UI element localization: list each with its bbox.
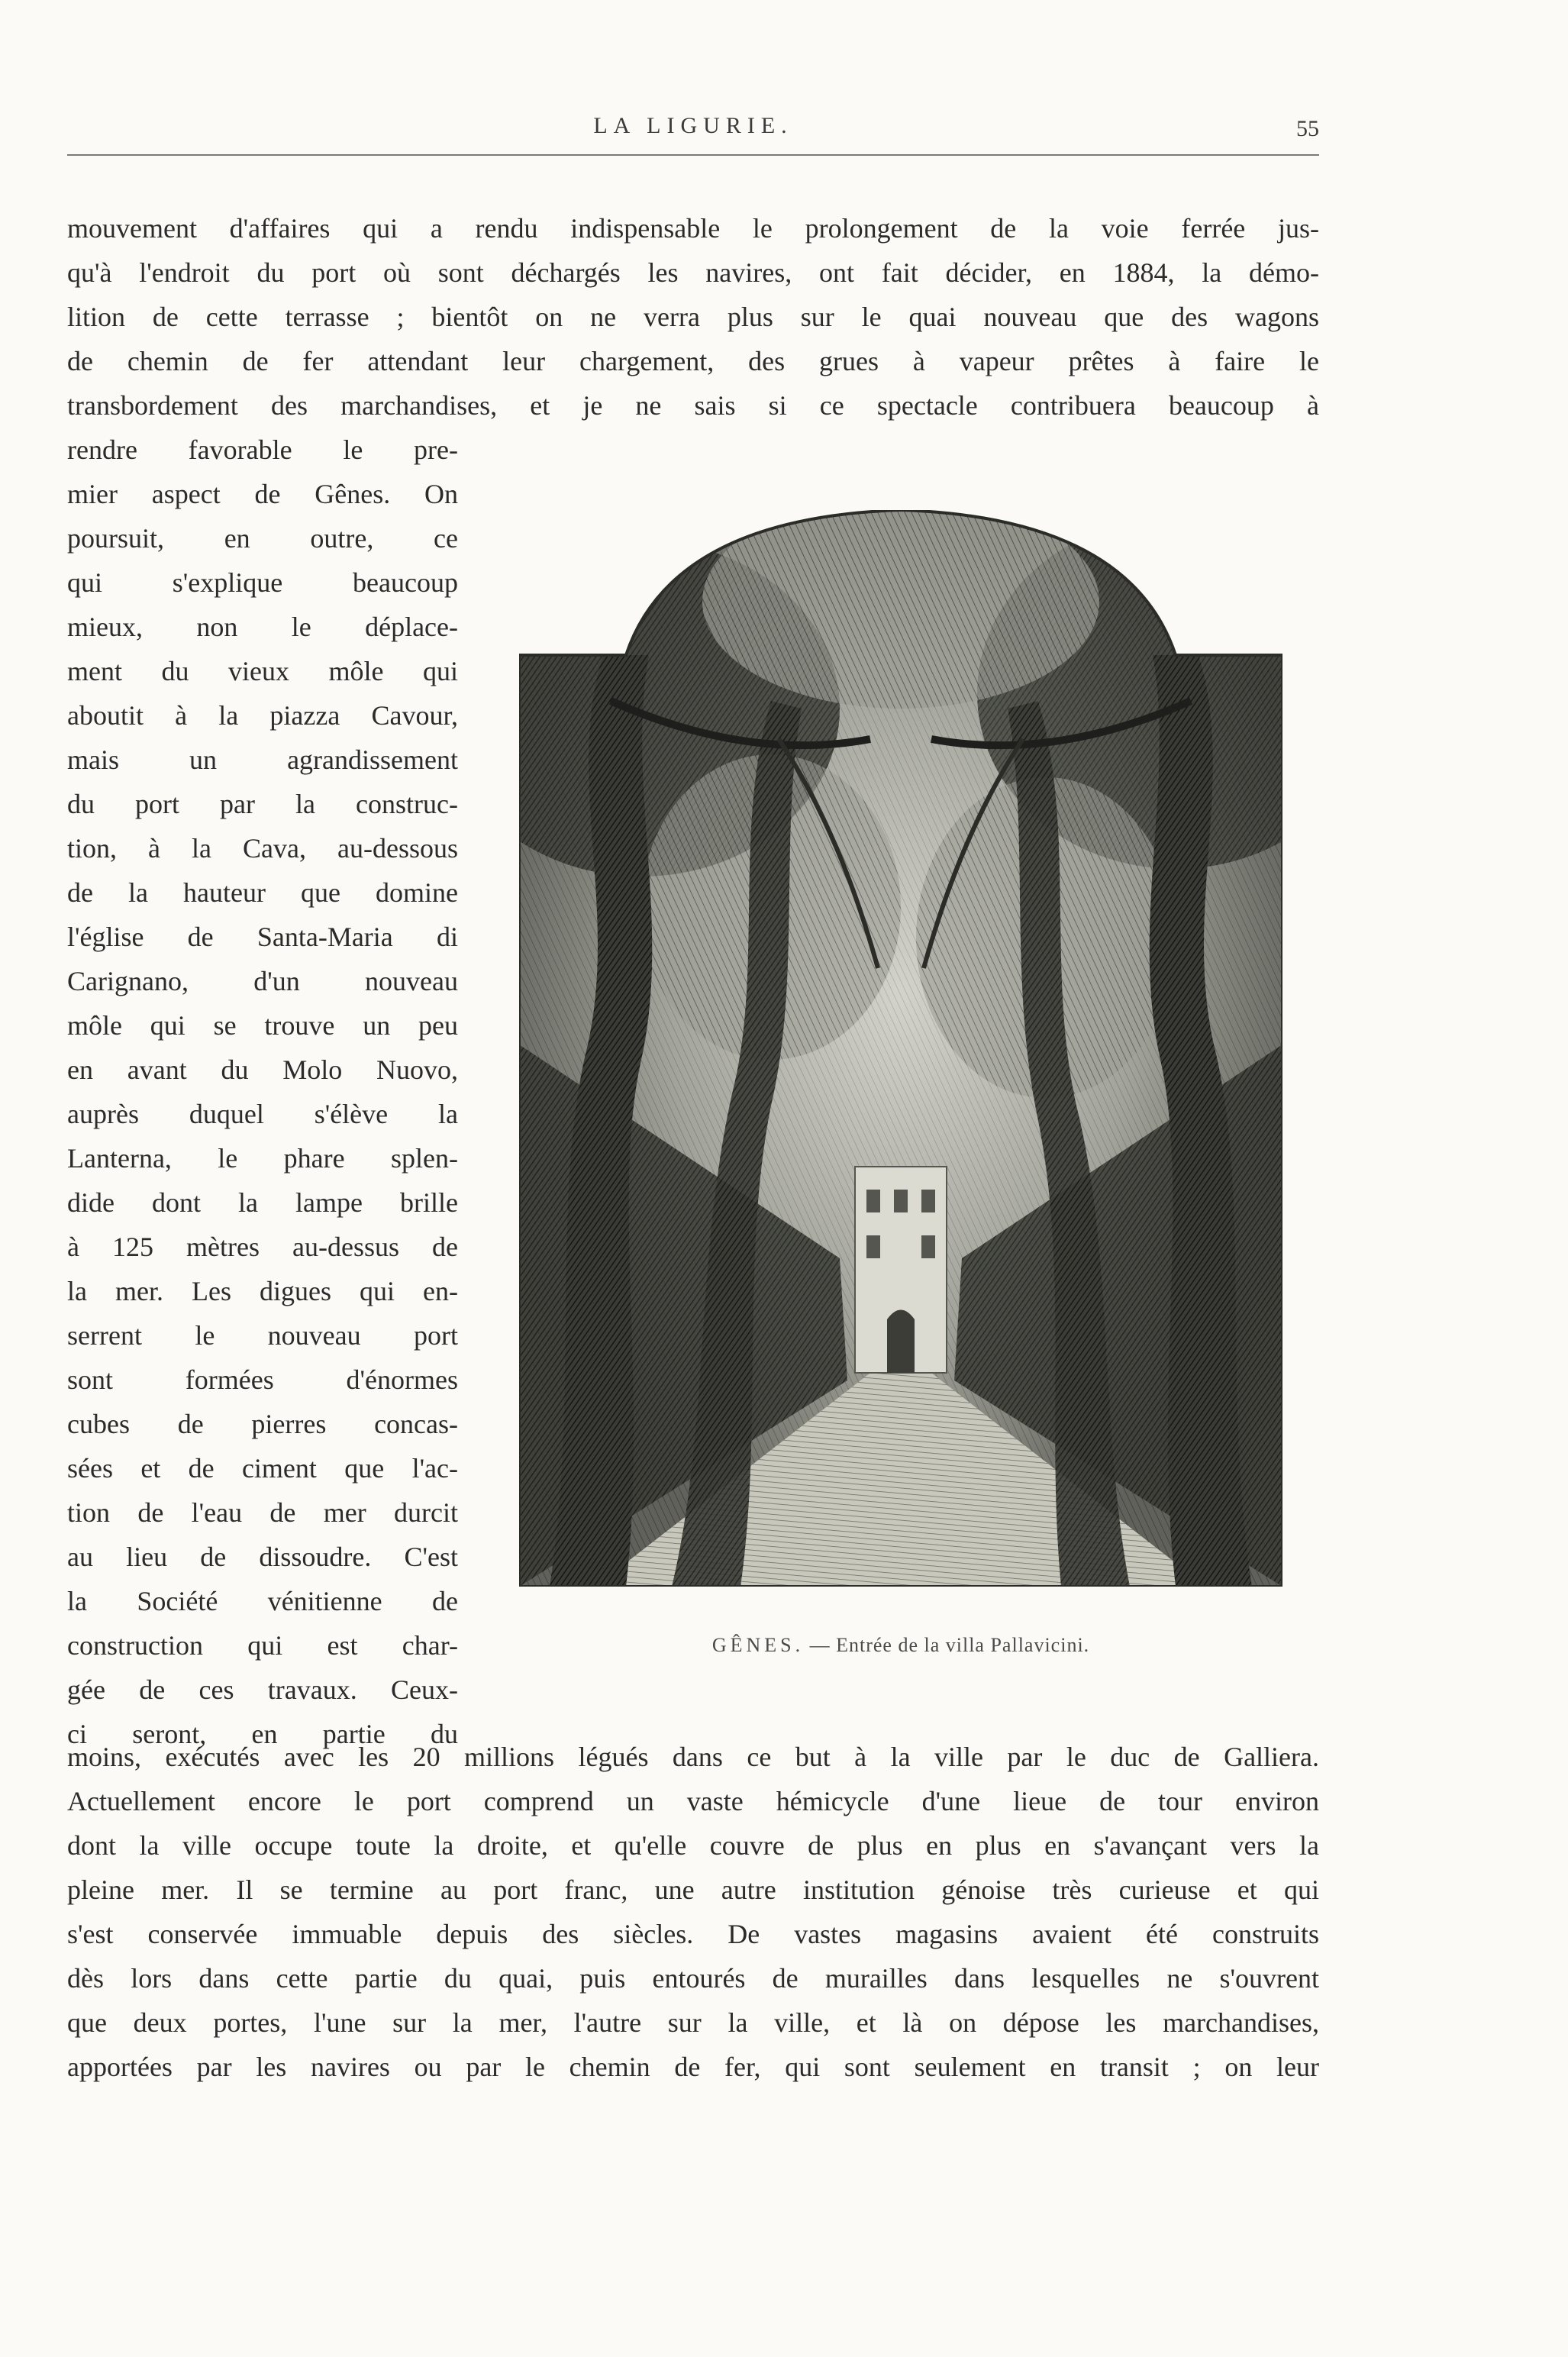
engraving-illustration	[519, 510, 1282, 1587]
paragraph-top	[67, 206, 1319, 428]
text-line: s'est conservée immuable depuis des siècles. De vastes magasins avaient été construits	[67, 1919, 1319, 1949]
text-line: môle qui se trouve un peu	[67, 1010, 458, 1041]
text-line: poursuit, en outre, ce	[67, 523, 458, 554]
text-line: apportées par les navires ou par le chemin de fer, qui sont seulement en transit ; on leur	[67, 2052, 1319, 2082]
text-line: la Société vénitienne de	[67, 1586, 458, 1616]
caption-text: Entrée de la villa Pallavicini.	[836, 1634, 1090, 1656]
paragraph-bottom	[67, 1735, 1319, 2089]
text-line: ci seront, en partie du	[67, 1719, 458, 1749]
text-line: du port par la construc-	[67, 789, 458, 819]
engraving-villa-pallavicini	[519, 510, 1282, 1587]
text-line: en avant du Molo Nuovo,	[67, 1054, 458, 1085]
caption-dash: —	[809, 1634, 831, 1656]
text-line: tion de l'eau de mer durcit	[67, 1497, 458, 1528]
text-line: mais un agrandissement	[67, 744, 458, 775]
text-line: pleine mer. Il se termine au port franc, une autre institution génoise très curieuse et qui	[67, 1874, 1319, 1905]
text-line: construction qui est char-	[67, 1630, 458, 1661]
text-line: auprès duquel s'élève la	[67, 1099, 458, 1129]
text-line: Carignano, d'un nouveau	[67, 966, 458, 996]
text-line: de la hauteur que domine	[67, 877, 458, 908]
paragraph-left-column	[67, 428, 458, 1756]
text-line: serrent le nouveau port	[67, 1320, 458, 1351]
text-line: rendre favorable le pre-	[67, 434, 458, 465]
header-rule	[67, 154, 1319, 156]
text-line: sont formées d'énormes	[67, 1364, 458, 1395]
text-line: lition de cette terrasse ; bientôt on ne verra plus sur le quai nouveau que des wagons	[67, 302, 1319, 332]
text-line: transbordement des marchandises, et je ne sais si ce spectacle contribuera beaucoup à	[67, 390, 1319, 421]
text-line: au lieu de dissoudre. C'est	[67, 1542, 458, 1572]
text-line: moins, exécutés avec les 20 millions légués dans ce but à la ville par le duc de Galliera.	[67, 1742, 1319, 1772]
text-line: à 125 mètres au-dessus de	[67, 1232, 458, 1262]
text-line: que deux portes, l'une sur la mer, l'autre sur la ville, et là on dépose les marchandises,	[67, 2007, 1319, 2038]
text-line: qu'à l'endroit du port où sont déchargés les navires, ont fait décider, en 1884, la démo-	[67, 257, 1319, 288]
text-line: dide dont la lampe brille	[67, 1187, 458, 1218]
text-line: l'église de Santa-Maria di	[67, 922, 458, 952]
text-line: qui s'explique beaucoup	[67, 567, 458, 598]
text-line: dont la ville occupe toute la droite, et qu'elle couvre de plus en plus en s'avançant vers la	[67, 1830, 1319, 1861]
text-line: mieux, non le déplace-	[67, 612, 458, 642]
text-line: Actuellement encore le port comprend un vaste hémicycle d'une lieue de tour environ	[67, 1786, 1319, 1816]
page-number: 55	[1296, 116, 1319, 141]
text-line: sées et de ciment que l'ac-	[67, 1453, 458, 1484]
text-line: ment du vieux môle qui	[67, 656, 458, 686]
figure-caption	[519, 1634, 1282, 1657]
running-head	[67, 113, 1319, 144]
caption-place: GÊNES.	[711, 1634, 805, 1656]
text-line: dès lors dans cette partie du quai, puis entourés de murailles dans lesquelles ne s'ouvrent	[67, 1963, 1319, 1994]
text-line: de chemin de fer attendant leur chargement, des grues à vapeur prêtes à faire le	[67, 346, 1319, 376]
running-title: LA LIGURIE.	[593, 113, 793, 138]
text-line: mier aspect de Gênes. On	[67, 479, 458, 509]
text-line: gée de ces travaux. Ceux-	[67, 1674, 458, 1705]
text-line: mouvement d'affaires qui a rendu indispensable le prolongement de la voie ferrée jus-	[67, 213, 1319, 244]
text-line: aboutit à la piazza Cavour,	[67, 700, 458, 731]
text-line: la mer. Les digues qui en-	[67, 1276, 458, 1306]
text-line: Lanterna, le phare splen-	[67, 1143, 458, 1174]
text-line: tion, à la Cava, au-dessous	[67, 833, 458, 864]
text-line: cubes de pierres concas-	[67, 1409, 458, 1439]
